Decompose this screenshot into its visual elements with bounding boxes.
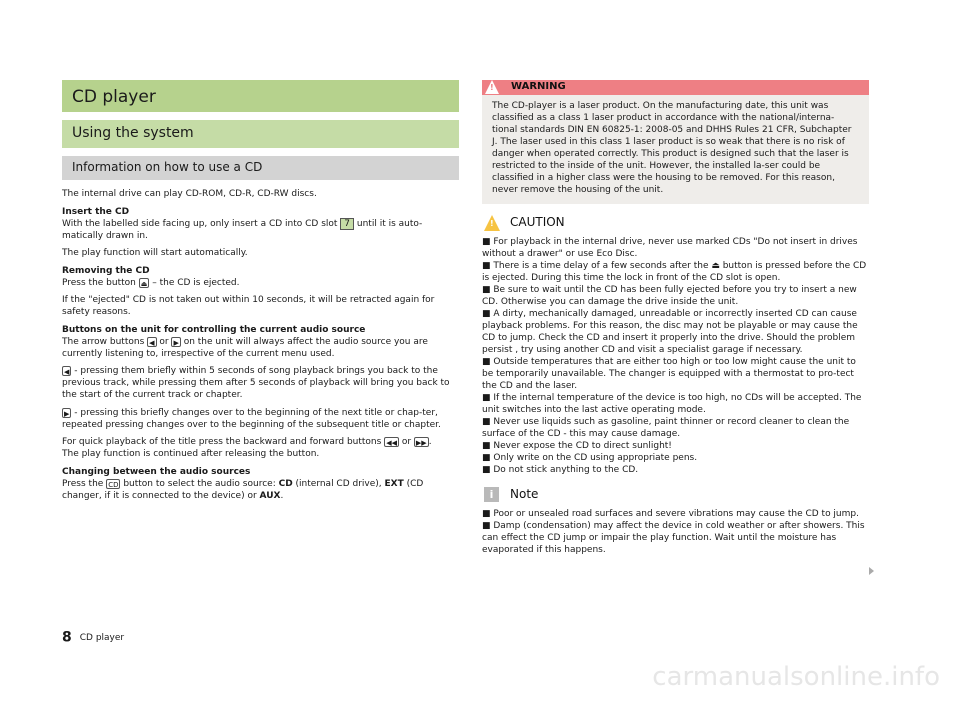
quick-continue-text: The play function is continued after releasing the button. [62,449,320,459]
removing-heading: Removing the CD [62,265,150,276]
buttons-or: or [156,336,172,347]
cd-button-icon: CD [108,480,119,489]
insert-paragraph [62,206,459,242]
page-title: CD player [62,80,459,112]
page-number: 8 [62,629,72,646]
changing-text-b: button to select the audio source: [120,478,279,489]
warning-box [482,80,869,204]
removing-text: Press the button [62,277,139,288]
buttons-text: The arrow buttons [62,336,148,347]
section-heading: Information on how to use a CD [62,156,459,180]
source-cd: CD [278,478,293,489]
warning-text: The CD-player is a laser product. On the manufacturing date, this unit was classified as a class 1 laser product in accordance with the national/interna-tional standards DIN EN 60825-1: 2008-05 and DHHS Rules 21 CFR, Subchapter J. The laser used in this class 1 laser product is so weak that there is no risk of danger when operated correctly. This product is designed such that the laser is restricted to the inside of the unit. However, the installed la-ser could be classified in a higher class were the housing to be removed. For this reason, never remove the housing of the unit. [492,101,852,195]
retract-text: If the "ejected" CD is not taken out within 10 seconds, it will be retracted again for safety reasons. [62,295,435,317]
caution-icon [484,215,500,231]
caution-header [482,214,869,234]
removing-text-end: – the CD is ejected. [149,277,240,288]
left-body [62,188,459,502]
list-item: ■ Only write on the CD using appropriate pens. [482,453,698,463]
prev-icon: ◀ [149,338,155,347]
eject-icon: ⏏ [140,279,148,288]
list-item: ■ For playback in the internal drive, never use marked CDs "Do not insert in drives without a drawer" or use Eco Disc. [482,237,858,259]
buttons-heading: Buttons on the unit for controlling the current audio source [62,324,366,335]
next-paragraph [62,407,459,431]
next-text: - pressing this briefly changes over to the beginning of the next title or chap-ter, repeated pressing changes over to the beginning of the subsequent title or chapter. [62,407,441,430]
caution-list [482,236,869,476]
slot-number: 7 [340,218,354,230]
list-item: ■ Never use liquids such as gasoline, paint thinner or record cleaner to clean the surface of the CD - this may cause damage. [482,417,850,439]
info-icon: i [484,487,499,502]
list-item: ■ A dirty, mechanically damaged, unreadable or incorrectly inserted CD can cause playback problems. For this reason, the disc may not be playable or may cause the CD to jump. Check the CD and insert it properly into the drive. Should the problem persist , try using another CD and visit a specialist garage if necessary. [482,309,858,355]
page-footer [62,627,124,646]
caution-label: CAUTION [510,215,565,229]
subtitle: Using the system [62,120,459,148]
changing-text-c: (internal CD drive), [292,478,385,489]
quick-dot: . [428,437,432,447]
warning-icon [485,80,499,94]
list-item: ■ Be sure to wait until the CD has been fully ejected before you try to insert a new CD. Otherwise you can damage the drive inside the unit. [482,285,857,307]
insert-heading: Insert the CD [62,206,130,217]
changing-text: Press the [62,478,107,489]
changing-text-e: . [280,490,284,501]
prev-paragraph [62,365,459,401]
source-ext: EXT [384,478,404,489]
note-list [482,508,869,556]
buttons-paragraph [62,324,459,360]
fast-forward-icon: ▶▶ [415,439,427,447]
auto-play-text: The play function will start automatically. [62,248,248,258]
removing-paragraph [62,265,459,289]
insert-text-end: until it is auto-matically drawn in. [62,218,423,241]
rewind-icon: ◀◀ [386,439,397,447]
prev-text: - pressing them briefly within 5 seconds of song playback brings you back to the previous track, while pressing them after 5 seconds of playback will bring you back to the start of the current track or chapter. [62,366,450,400]
warning-header [482,80,869,95]
intro-text: The internal drive can play CD-ROM, CD-R, CD-RW discs. [62,189,317,199]
quick-text: For quick playback of the title press the backward and forward buttons [62,437,385,447]
right-column [482,80,869,556]
continue-arrow-icon [869,567,874,575]
left-column [62,80,459,507]
quick-paragraph [62,436,459,460]
warning-label: WARNING [511,81,566,92]
changing-text-d: (CD changer, if it is connected to the device) or [62,478,424,501]
list-item: ■ Outside temperatures that are either too high or too low might cause the unit to be temporarily unavailable. The changer is equipped with a thermostat to pro-tect the CD and the laser. [482,357,856,391]
source-aux: AUX [259,490,281,501]
list-item: ■ There is a time delay of a few seconds after the ⏏ button is pressed before the CD is ejected. During this time the lock in front of the CD slot is open. [482,261,867,283]
prev-icon: ◀ [64,368,70,376]
changing-heading: Changing between the audio sources [62,466,251,477]
list-item: ■ Poor or unsealed road surfaces and severe vibrations may cause the CD to jump. [482,509,859,519]
footer-title: CD player [79,632,125,643]
note-label: Note [510,487,539,501]
insert-text: With the labelled side facing up, only insert a CD into CD slot [62,218,341,229]
quick-or: or [398,437,414,447]
list-item: ■ Damp (condensation) may affect the device in cold weather or after showers. This can effect the CD jump or impair the play function. Wait until the moisture has evaporated if this happens. [482,521,865,555]
buttons-text-end: on the unit will always affect the audio source you are currently listening to, irrespective of the current menu used. [62,336,428,359]
note-header [482,486,869,506]
list-item: ■ If the internal temperature of the device is too high, no CDs will be accepted. The unit switches into the last active operating mode. [482,393,862,415]
list-item: ■ Do not stick anything to the CD. [482,465,639,475]
watermark: carmanualsonline.info [652,662,940,692]
next-icon: ▶ [64,409,70,418]
list-item: ■ Never expose the CD to direct sunlight! [482,441,672,451]
next-icon: ▶ [173,338,179,347]
changing-paragraph [62,466,459,502]
